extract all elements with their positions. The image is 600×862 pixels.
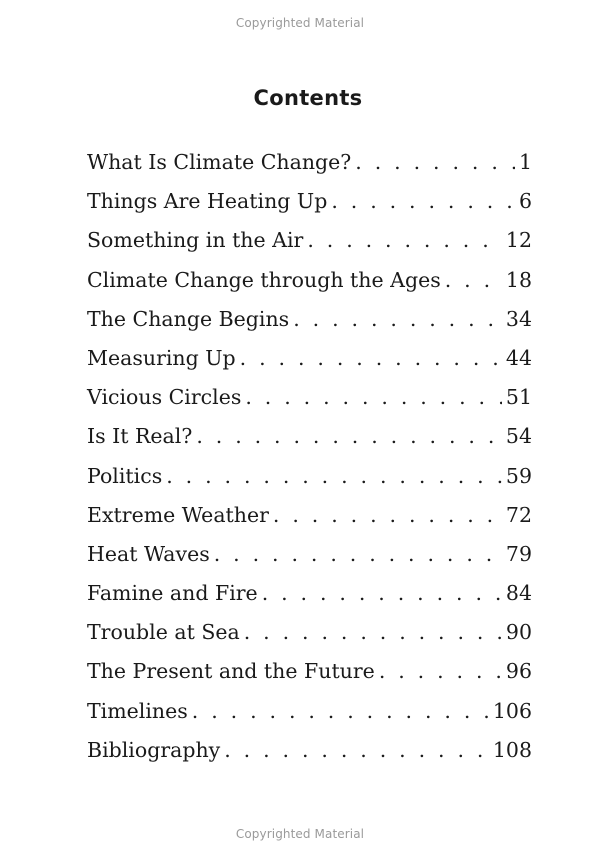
toc-entry	[87, 699, 532, 738]
page-title: Contents	[253, 86, 363, 110]
dot-leader	[262, 581, 502, 605]
copyright-watermark-top: Copyrighted Material	[235, 16, 365, 30]
toc-entry	[87, 228, 532, 267]
dot-leader	[244, 620, 502, 644]
toc-entry-label: Extreme Weather	[87, 502, 269, 527]
toc-entry-page: 72	[505, 502, 532, 527]
toc-entry-label: Famine and Fire	[87, 581, 258, 606]
toc-entry-label: Is It Real?	[87, 424, 193, 449]
toc-entry	[87, 503, 532, 542]
dot-leader	[192, 699, 489, 723]
copyright-watermark-bottom: Copyrighted Material	[235, 827, 365, 841]
dot-leader	[331, 189, 515, 213]
dot-leader	[307, 228, 502, 252]
toc-entry-label: Bibliography	[87, 737, 221, 762]
toc-entry-label: Timelines	[87, 698, 188, 723]
toc-entry	[87, 424, 532, 463]
toc-entry-label: Politics	[87, 463, 163, 488]
dot-leader	[196, 424, 502, 448]
toc-entry	[87, 346, 532, 385]
toc-entry-page: 106	[492, 698, 532, 723]
toc-entry	[87, 464, 532, 503]
dot-leader	[245, 385, 502, 409]
toc-entry	[87, 542, 532, 581]
toc-entry-page: 54	[505, 424, 532, 449]
toc-entry-label: Vicious Circles	[87, 385, 242, 410]
dot-leader	[379, 659, 502, 683]
dot-leader	[166, 464, 502, 488]
dot-leader	[224, 738, 489, 762]
toc-entry-label: Things Are Heating Up	[87, 189, 328, 214]
dot-leader	[355, 150, 515, 174]
toc-entry-page: 51	[505, 385, 532, 410]
toc-entry	[87, 620, 532, 659]
toc-entry	[87, 268, 532, 307]
toc-entry	[87, 581, 532, 620]
toc-entry-page: 79	[505, 541, 532, 566]
toc-entry	[87, 307, 532, 346]
dot-leader	[240, 346, 502, 370]
toc-entry-page: 18	[505, 267, 532, 292]
toc-entry-label: What Is Climate Change?	[87, 150, 352, 174]
toc-entry-label: Heat Waves	[87, 541, 210, 566]
toc-entry-page: 96	[505, 659, 532, 684]
toc-entry-page: 59	[505, 463, 532, 488]
dot-leader	[445, 268, 502, 292]
toc-entry-label: Measuring Up	[87, 345, 236, 370]
toc-entry-label: The Change Begins	[87, 306, 290, 331]
toc-entry-page: 12	[505, 228, 532, 253]
toc-entry-page: 34	[505, 306, 532, 331]
dot-leader	[214, 542, 502, 566]
dot-leader	[273, 503, 502, 527]
toc-entry-page: 1	[518, 150, 532, 174]
toc-entry	[87, 150, 532, 189]
toc-entry-label: Something in the Air	[87, 228, 304, 253]
toc-entry-page: 44	[505, 345, 532, 370]
toc-entry-label: The Present and the Future	[87, 659, 375, 684]
toc-entry-page: 84	[505, 581, 532, 606]
toc-entry-label: Climate Change through the Ages	[87, 267, 441, 292]
toc-entry	[87, 659, 532, 698]
dot-leader	[293, 307, 502, 331]
table-of-contents	[87, 150, 532, 777]
toc-entry	[87, 385, 532, 424]
toc-entry-page: 90	[505, 620, 532, 645]
toc-entry-label: Trouble at Sea	[87, 620, 240, 645]
toc-entry	[87, 738, 532, 777]
toc-entry	[87, 189, 532, 228]
toc-entry-page: 6	[518, 189, 532, 214]
toc-entry-page: 108	[492, 737, 532, 762]
